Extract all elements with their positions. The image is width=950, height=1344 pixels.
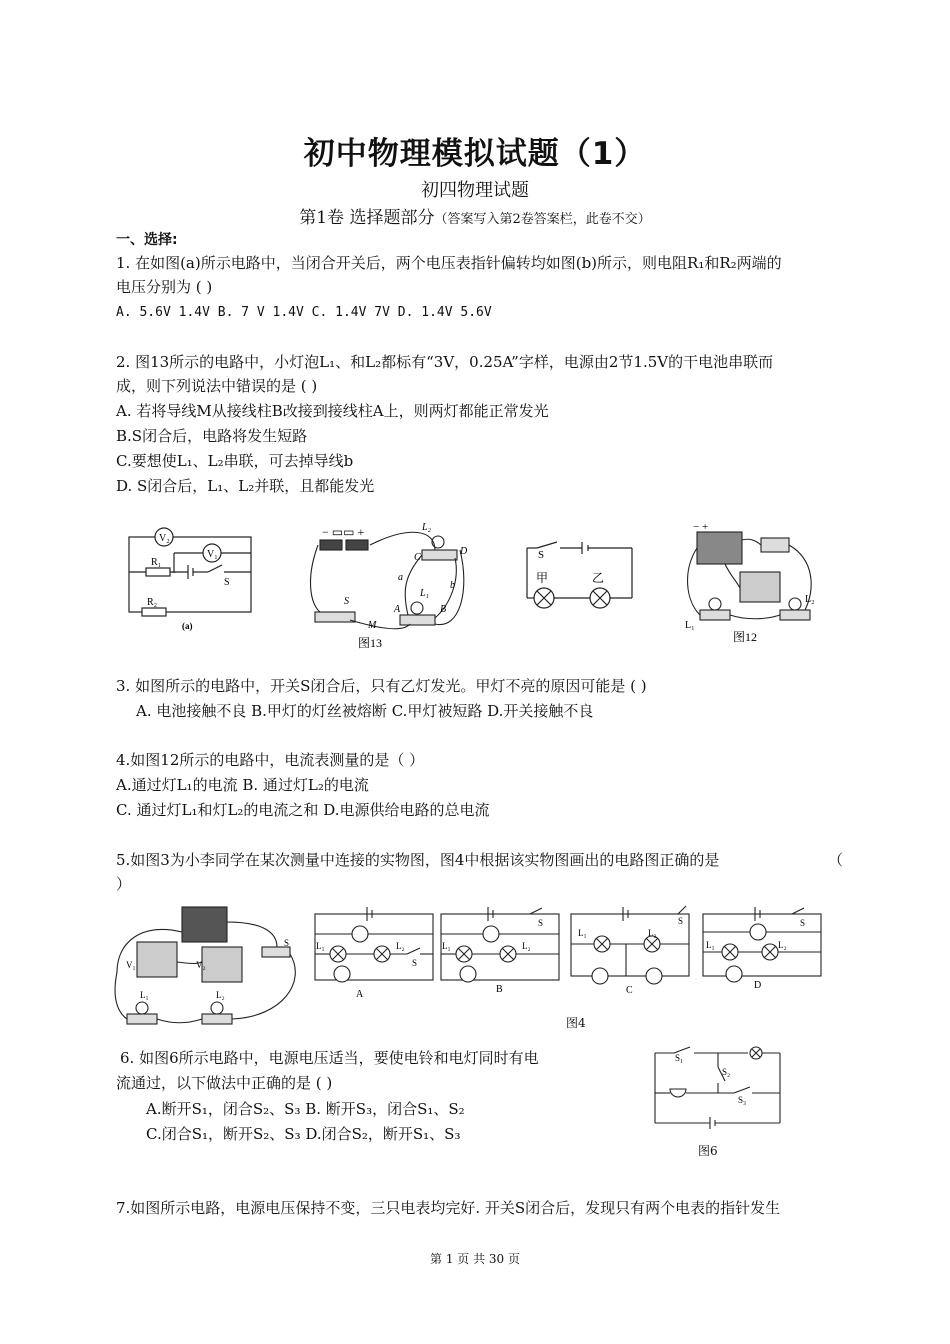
part-heading — [0, 203, 950, 228]
fig13-s-label: S — [344, 596, 349, 607]
fig13-b-wire-label: b — [450, 580, 455, 591]
fig-a-v2-label: V₂ — [159, 533, 170, 544]
fig4b-s-label: S — [538, 918, 544, 928]
fig3-v1-label: V₁ — [126, 960, 136, 970]
fig12-l2-label: L₂ — [805, 594, 815, 605]
q6-options-cd: C.闭合S₁，断开S₂、S₃ D.闭合S₂，断开S₁、S₃ — [146, 1125, 461, 1143]
fig-q3-jia-label: 甲 — [536, 571, 549, 585]
q4-stem: 4.如图12所示的电路中，电流表测量的是（ ） — [116, 751, 425, 769]
fig6-s3-label: S₃ — [738, 1095, 747, 1105]
fig4d-l2-label: L₂ — [778, 940, 787, 950]
figure-12-circuit — [685, 520, 825, 645]
fig4-option-d-label: D — [754, 980, 762, 991]
fig12-l1-label: L₁ — [685, 620, 695, 631]
figure-q3-circuit — [522, 540, 642, 615]
fig13-m-label: M — [368, 620, 377, 631]
section-label: 一、选择: — [116, 232, 178, 248]
fig-a-r1-label: R₁ — [151, 557, 162, 568]
fig13-battery-signs: − ▭▭ + — [322, 525, 365, 539]
part-heading-text: 第1卷 选择题部分 — [299, 208, 435, 228]
fig-q3-s-label: S — [538, 549, 545, 561]
figure-a-circuit — [124, 525, 259, 635]
q2-stem-line1: 2. 图13所示的电路中，小灯泡L₁、和L₂都标有“3V，0.25A”字样，电源由2节1.5V的干电池串联而 — [116, 353, 774, 371]
part-heading-note: （答案写入第2卷答案栏，此卷不交） — [434, 212, 651, 227]
figure-4-option-d — [700, 904, 825, 999]
q2-option-b: B.S闭合后，电路将发生短路 — [116, 427, 308, 445]
fig-a-v1-label: V₁ — [207, 549, 218, 560]
page-footer: 第 1 页 共 30 页 — [430, 1252, 520, 1266]
fig4b-l2-label: L₂ — [522, 941, 531, 951]
figure-4-option-c — [568, 904, 693, 999]
figure-13-circuit — [310, 520, 480, 655]
q1-stem-line1: 1. 在如图(a)所示电路中，当闭合开关后，两个电压表指针偏转均如图(b)所示，则电阻R₁和R₂两端的 — [116, 254, 782, 272]
fig4-option-b-label: B — [496, 984, 503, 995]
fig3-v2-label: V₂ — [196, 960, 206, 970]
fig13-A-label: A — [394, 604, 401, 615]
q5-paren-open: （ — [828, 851, 844, 869]
fig13-d-label: D — [460, 546, 468, 557]
q6-options-ab: A.断开S₁，闭合S₂、S₃ B. 断开S₃，闭合S₁、S₂ — [146, 1100, 465, 1118]
q4-options-ab: A.通过灯L₁的电流 B. 通过灯L₂的电流 — [116, 776, 369, 794]
fig13-B-label: B — [440, 604, 447, 615]
fig4a-l1-label: L₁ — [316, 941, 325, 951]
q2-option-a: A. 若将导线M从接线柱B改接到接线柱A上，则两灯都能正常发光 — [116, 402, 549, 420]
fig-a-r2-label: R₂ — [147, 597, 158, 608]
exam-title: 初中物理模拟试题（1） — [303, 136, 647, 172]
exam-subtitle: 初四物理试题 — [421, 180, 529, 201]
fig6-caption: 图6 — [698, 1144, 718, 1158]
fig6-s1-label: S₁ — [675, 1053, 684, 1063]
fig4c-l2-label: L₂ — [648, 928, 657, 938]
fig4c-l1-label: L₁ — [578, 928, 587, 938]
q4-options-cd: C. 通过灯L₁和灯L₂的电流之和 D.电源供给电路的总电流 — [116, 801, 490, 819]
fig4d-s-label: S — [800, 918, 806, 928]
q3-options: A. 电池接触不良 B.甲灯的灯丝被熔断 C.甲灯被短路 D.开关接触不良 — [136, 702, 594, 720]
fig4b-l1-label: L₁ — [442, 941, 451, 951]
q6-stem-line1: 6. 如图6所示电路中，电源电压适当，要使电铃和电灯同时有电 — [120, 1049, 539, 1067]
q6-stem-line2: 流通过，以下做法中正确的是 ( ) — [116, 1074, 333, 1092]
q2-option-d: D. S闭合后，L₁、L₂并联，且都能发光 — [116, 477, 375, 495]
q1-stem-line2: 电压分别为 ( ) — [116, 278, 213, 296]
fig4c-s-label: S — [678, 916, 684, 926]
fig4-caption: 图4 — [566, 1016, 586, 1030]
q5-stem-line2: ） — [116, 875, 132, 893]
fig-a-s-label: S — [224, 577, 230, 588]
fig4-option-a-label: A — [356, 989, 364, 1000]
q7-stem-line1: 7.如图所示电路，电源电压保持不变，三只电表均完好. 开关S闭合后，发现只有两个电表的指针发生 — [116, 1199, 781, 1217]
q2-option-c: C.要想使L₁、L₂串联，可去掉导线b — [116, 452, 354, 470]
fig13-a-wire-label: a — [398, 572, 403, 583]
fig13-l1-label: L₁ — [420, 588, 430, 599]
fig-a-caption: (a) — [182, 621, 193, 631]
fig3-l2-label: L₂ — [216, 990, 225, 1000]
fig12-battery-signs: − + — [693, 521, 709, 533]
q5-stem-line1: 5.如图3为小李同学在某次测量中连接的实物图，图4中根据该实物图画出的电路图正确的是 — [116, 851, 720, 869]
figure-4-option-b — [438, 904, 563, 999]
fig-q3-yi-label: 乙 — [592, 571, 605, 585]
fig4-option-c-label: C — [626, 985, 633, 996]
q1-options: A. 5.6V 1.4V B. 7 V 1.4V C. 1.4V 7V D. 1.4V 5.6V — [116, 305, 492, 320]
fig4d-l1-label: L₁ — [706, 940, 715, 950]
q2-stem-line2: 成，则下列说法中错误的是 ( ) — [116, 377, 318, 395]
fig12-caption: 图12 — [733, 630, 758, 644]
figure-6-circuit — [650, 1045, 785, 1135]
fig3-l1-label: L₁ — [140, 990, 149, 1000]
figure-4-option-a — [312, 904, 437, 999]
figure-3-photo-drawing — [112, 902, 307, 1032]
fig13-l2-label: L₂ — [422, 522, 432, 533]
fig13-caption: 图13 — [358, 636, 383, 650]
fig3-s-label: S — [284, 938, 290, 948]
fig4a-l2-label: L₂ — [396, 941, 405, 951]
fig13-c-label: C — [414, 552, 421, 563]
fig4a-s-label: S — [412, 958, 418, 968]
fig6-s2-label: S₂ — [722, 1067, 731, 1077]
q3-stem: 3. 如图所示的电路中，开关S闭合后，只有乙灯发光。甲灯不亮的原因可能是 ( ) — [116, 677, 647, 695]
